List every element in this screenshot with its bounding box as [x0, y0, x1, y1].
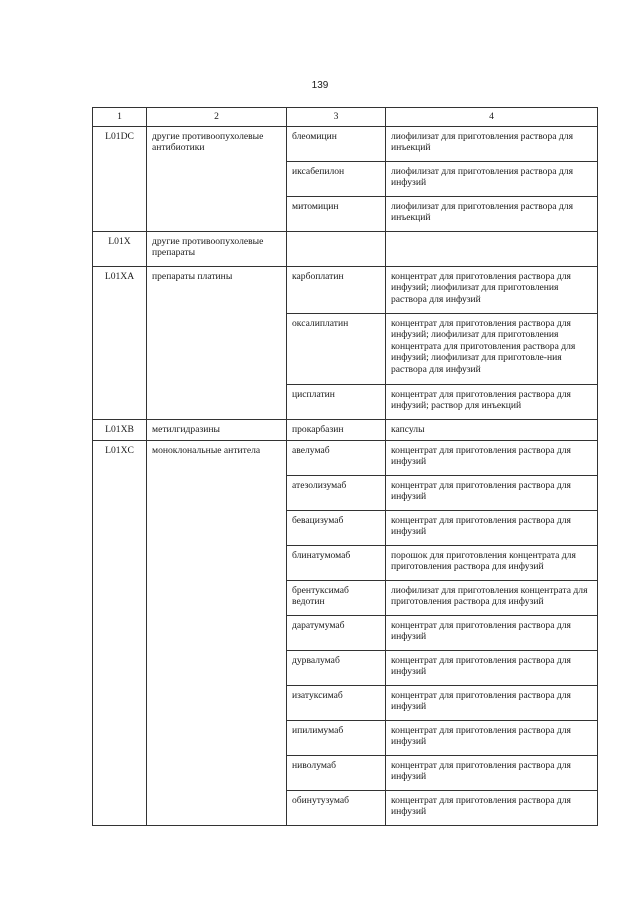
page-number: 139: [311, 80, 329, 91]
drug-name-cell: митомицин: [287, 196, 386, 231]
drug-name-cell: даратумумаб: [287, 615, 386, 650]
group-name-cell: метилгидразины: [147, 419, 287, 440]
drug-name-cell: блинатумомаб: [287, 545, 386, 580]
drug-name-cell: обинутузумаб: [287, 790, 386, 825]
dosage-form-cell: концентрат для приготовления раствора для инфузий: [386, 510, 598, 545]
dosage-form-cell: концентрат для приготовления раствора для инфузий: [386, 615, 598, 650]
drug-name-cell: дурвалумаб: [287, 650, 386, 685]
dosage-form-cell: порошок для приготовления концентрата для приготовления раствора для инфузий: [386, 545, 598, 580]
atc-code-cell: L01XA: [93, 266, 147, 419]
drug-name-cell: ниволумаб: [287, 755, 386, 790]
drug-name-cell: прокарбазин: [287, 419, 386, 440]
dosage-form-cell: концентрат для приготовления раствора для инфузий: [386, 440, 598, 475]
header-row: [93, 108, 598, 127]
dosage-form-cell: лиофилизат для приготовления концентрата для приготовления раствора для инфузий: [386, 580, 598, 615]
dosage-form-cell: концентрат для приготовления раствора для инфузий; лиофилизат для приготовления концентрата для приготовления раствора для инфузий; лиофилизат для приготовле-ния раствора для инфузий: [386, 313, 598, 384]
dosage-form-cell: лиофилизат для приготовления раствора для инфузий: [386, 161, 598, 196]
drug-name-cell: блеомицин: [287, 126, 386, 161]
dosage-form-cell: концентрат для приготовления раствора для инфузий; лиофилизат для приготовления раствора для инфузий: [386, 266, 598, 313]
drug-name-cell: атезолизумаб: [287, 475, 386, 510]
table-row: [93, 440, 598, 475]
table-header: [93, 108, 598, 127]
table-body: [93, 126, 598, 825]
group-name-cell: моноклональные антитела: [147, 440, 287, 825]
drug-name-cell: бевацизумаб: [287, 510, 386, 545]
drug-name-cell: карбоплатин: [287, 266, 386, 313]
table-row: [93, 126, 598, 161]
column-header-2: 2: [147, 108, 287, 127]
group-name-cell: другие противоопухолевые антибиотики: [147, 126, 287, 231]
dosage-form-cell: лиофилизат для приготовления раствора для инъекций: [386, 196, 598, 231]
drug-table: [92, 107, 598, 826]
column-header-3: 3: [287, 108, 386, 127]
group-name-cell: препараты платины: [147, 266, 287, 419]
drug-name-cell: [287, 231, 386, 266]
column-header-4: 4: [386, 108, 598, 127]
dosage-form-cell: концентрат для приготовления раствора для инфузий: [386, 755, 598, 790]
column-header-1: 1: [93, 108, 147, 127]
drug-name-cell: ипилимумаб: [287, 720, 386, 755]
dosage-form-cell: [386, 231, 598, 266]
drug-name-cell: брентуксимаб ведотин: [287, 580, 386, 615]
drug-name-cell: изатуксимаб: [287, 685, 386, 720]
dosage-form-cell: лиофилизат для приготовления раствора для инъекций: [386, 126, 598, 161]
dosage-form-cell: концентрат для приготовления раствора для инфузий: [386, 475, 598, 510]
group-name-cell: другие противоопухолевые препараты: [147, 231, 287, 266]
atc-code-cell: L01DC: [93, 126, 147, 231]
dosage-form-cell: концентрат для приготовления раствора для инфузий; раствор для инъекций: [386, 384, 598, 419]
dosage-form-cell: капсулы: [386, 419, 598, 440]
dosage-form-cell: концентрат для приготовления раствора для инфузий: [386, 790, 598, 825]
table-row: [93, 231, 598, 266]
drug-name-cell: оксалиплатин: [287, 313, 386, 384]
dosage-form-cell: концентрат для приготовления раствора для инфузий: [386, 720, 598, 755]
table-row: [93, 266, 598, 313]
table-row: [93, 419, 598, 440]
atc-code-cell: L01XC: [93, 440, 147, 825]
atc-code-cell: L01X: [93, 231, 147, 266]
drug-name-cell: цисплатин: [287, 384, 386, 419]
dosage-form-cell: концентрат для приготовления раствора для инфузий: [386, 685, 598, 720]
atc-code-cell: L01XB: [93, 419, 147, 440]
drug-name-cell: авелумаб: [287, 440, 386, 475]
dosage-form-cell: концентрат для приготовления раствора для инфузий: [386, 650, 598, 685]
drug-name-cell: иксабепилон: [287, 161, 386, 196]
